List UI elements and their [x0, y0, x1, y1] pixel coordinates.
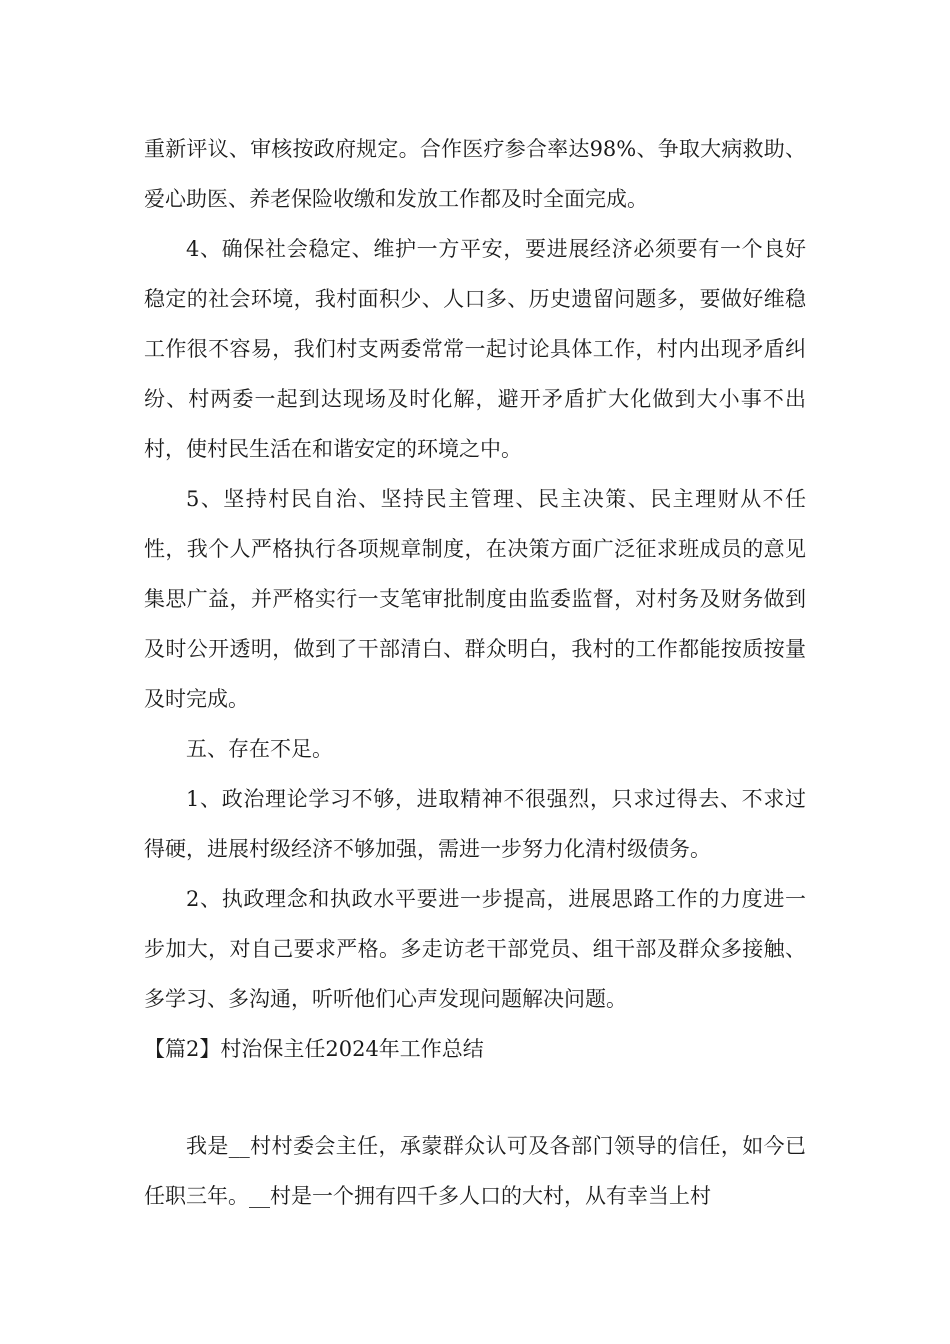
section-heading-shortcomings: 五、存在不足。 [186, 737, 333, 761]
paragraph-continuation: 重新评议、审核按政府规定。合作医疗参合率达98%、争取大病救助、爱心助医、养老保险收缴和发放工作都及时全面完成。 [144, 137, 806, 211]
section-heading-part-2: 【篇2】村治保主任2024年工作总结 [144, 1037, 484, 1061]
paragraph-intro: 我是__村村委会主任，承蒙群众认可及各部门领导的信任，如今已任职三年。__村是一个拥有四千多人口的大村，从有幸当上村 [144, 1134, 806, 1208]
paragraph-shortcoming-1: 1、政治理论学习不够，进取精神不很强烈，只求过得去、不求过得硬，进展村级经济不够加强，需进一步努力化清村级债务。 [144, 787, 806, 861]
paragraph-shortcoming-2: 2、执政理念和执政水平要进一步提高，进展思路工作的力度进一步加大，对自己要求严格。多走访老干部党员、组干部及群众多接触、多学习、多沟通，听听他们心声发现问题解决问题。 [144, 887, 806, 1011]
spacer [144, 1074, 806, 1121]
paragraph-item-4: 4、确保社会稳定、维护一方平安，要进展经济必须要有一个良好稳定的社会环境，我村面积少、人口多、历史遗留问题多，要做好维稳工作很不容易，我们村支两委常常一起讨论具体工作，村内出现矛盾纠纷、村两委一起到达现场及时化解，避开矛盾扩大化做到大小事不出村，使村民生活在和谐安定的环境之中。 [144, 237, 806, 461]
document-body [144, 124, 806, 1221]
paragraph-item-5: 5、坚持村民自治、坚持民主管理、民主决策、民主理财从不任性，我个人严格执行各项规章制度，在决策方面广泛征求班成员的意见集思广益，并严格实行一支笔审批制度由监委监督，对村务及财务做到及时公开透明，做到了干部清白、群众明白，我村的工作都能按质按量及时完成。 [144, 487, 806, 711]
